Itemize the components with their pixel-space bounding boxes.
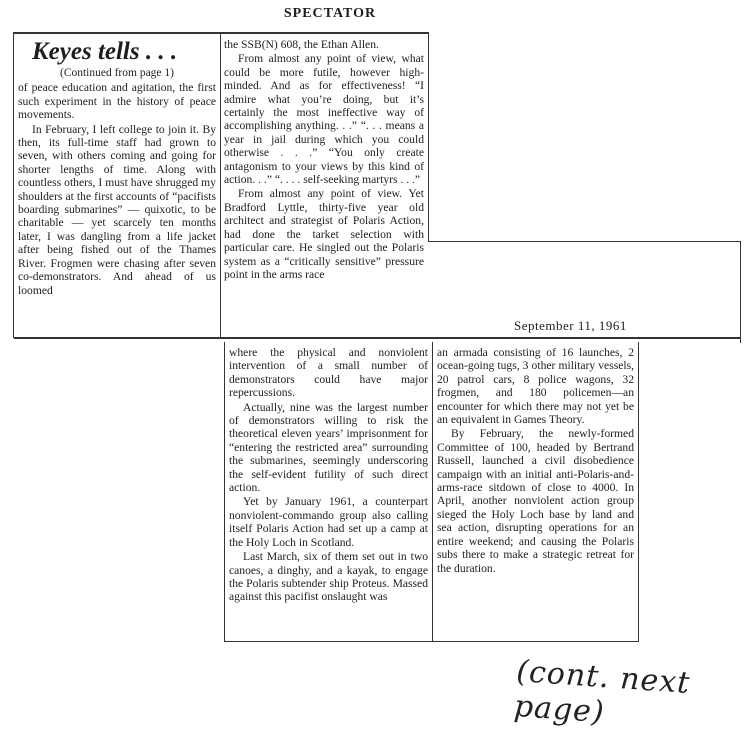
upper-right-border (428, 32, 429, 242)
column-3-paragraph: Yet by January 1961, a counterpart nonviolent-commando group also calling itself Polaris Action had set up a camp at the Holy Loch in Scotland. (229, 495, 428, 549)
column-4-paragraph: an armada consisting of 16 launches, 2 ocean-going tugs, 3 other military vessels, 20 patrol cars, 8 police wagons, 32 frogmen, and 180 policemen—an encounter for which there may not yet be an equivalent in Games Theory. (437, 346, 634, 427)
column-4-paragraph: By February, the newly-formed Committee of 100, headed by Bertrand Russell, launched a civil disobedience campaign with an initial anti-Polaris-and-arms-race sitdown of close to 4000. In April, another nonviolent action group sieged the Holy Loch base by land and sea action, disrupting operations for an entire weekend; and causing the Polaris subs there to make a strategic retreat for the duration. (437, 427, 634, 575)
continued-from-label: (Continued from page 1) (59, 67, 174, 79)
lower-left-border (224, 342, 225, 642)
column-2 (224, 38, 424, 281)
column-divider-2 (432, 342, 433, 642)
upper-right-rule (428, 241, 740, 242)
headline: Keyes tells . . . (32, 38, 178, 65)
middle-rule (14, 337, 740, 339)
top-rule (14, 32, 429, 34)
column-1-paragraph: of peace education and agitation, the first such experiment in the history of peace movements. (18, 81, 216, 122)
dateline: September 11, 1961 (514, 318, 627, 333)
column-divider-1 (220, 32, 221, 338)
column-1 (18, 38, 216, 297)
column-3-paragraph: where the physical and nonviolent intervention of a small number of demonstrators could have major repercussions. (229, 346, 428, 400)
column-3-paragraph: Actually, nine was the largest number of demonstrators willing to risk the theoretical eleven years’ imprisonment for “entering the restricted area” surrounding the submarines, seemingly underscoring the self-evident futility of such direct action. (229, 400, 428, 495)
masthead: SPECTATOR (283, 6, 377, 21)
handwritten-note: (cont. next page) (512, 653, 692, 731)
column-3 (229, 346, 428, 604)
lower-right-border (638, 342, 639, 642)
column-1-paragraph: In February, I left college to join it. By then, its full-time staff had grown to seven, with others coming and going for shorter lengths of time. Along with countless others, I must have shrugged my shoulders at the first accounts of “pacifists boarding submarines” — quixotic, to be charitable — yet scarcely ten months later, I was dangling from a life jacket after being fished out of the Thames River. Frogmen were chasing after seven co-demonstrators. And ahead of us loomed (18, 122, 216, 297)
column-4 (437, 346, 634, 575)
right-border (740, 241, 741, 343)
column-2-paragraph: the SSB(N) 608, the Ethan Allen. (224, 38, 379, 51)
left-border (13, 32, 14, 338)
column-2-paragraph: From almost any point of view, what could be more futile, however high-minded. And as for effectiveness! “I admire what you’re doing, but it’s certainly the most ineffective way of accomplishing anything. . .” “. . . means a year in jail during which you could otherwise . . .” “You only create antagonism to your views by this kind of action. . .” “. . . . self-seeking martyrs . . .” (224, 52, 424, 187)
bottom-rule (224, 641, 639, 642)
column-3-paragraph: Last March, six of them set out in two canoes, a dinghy, and a kayak, to engage the Polaris subtender ship Proteus. Massed against this pacifist onslaught was (229, 550, 428, 604)
column-2-paragraph: From almost any point of view. Yet Bradford Lyttle, thirty-five year old architect and strategist of Polaris Action, had done the tarket selection with particular care. He singled out the Polaris system as a “critically sensitive” pressure point in the arms race (224, 187, 424, 281)
